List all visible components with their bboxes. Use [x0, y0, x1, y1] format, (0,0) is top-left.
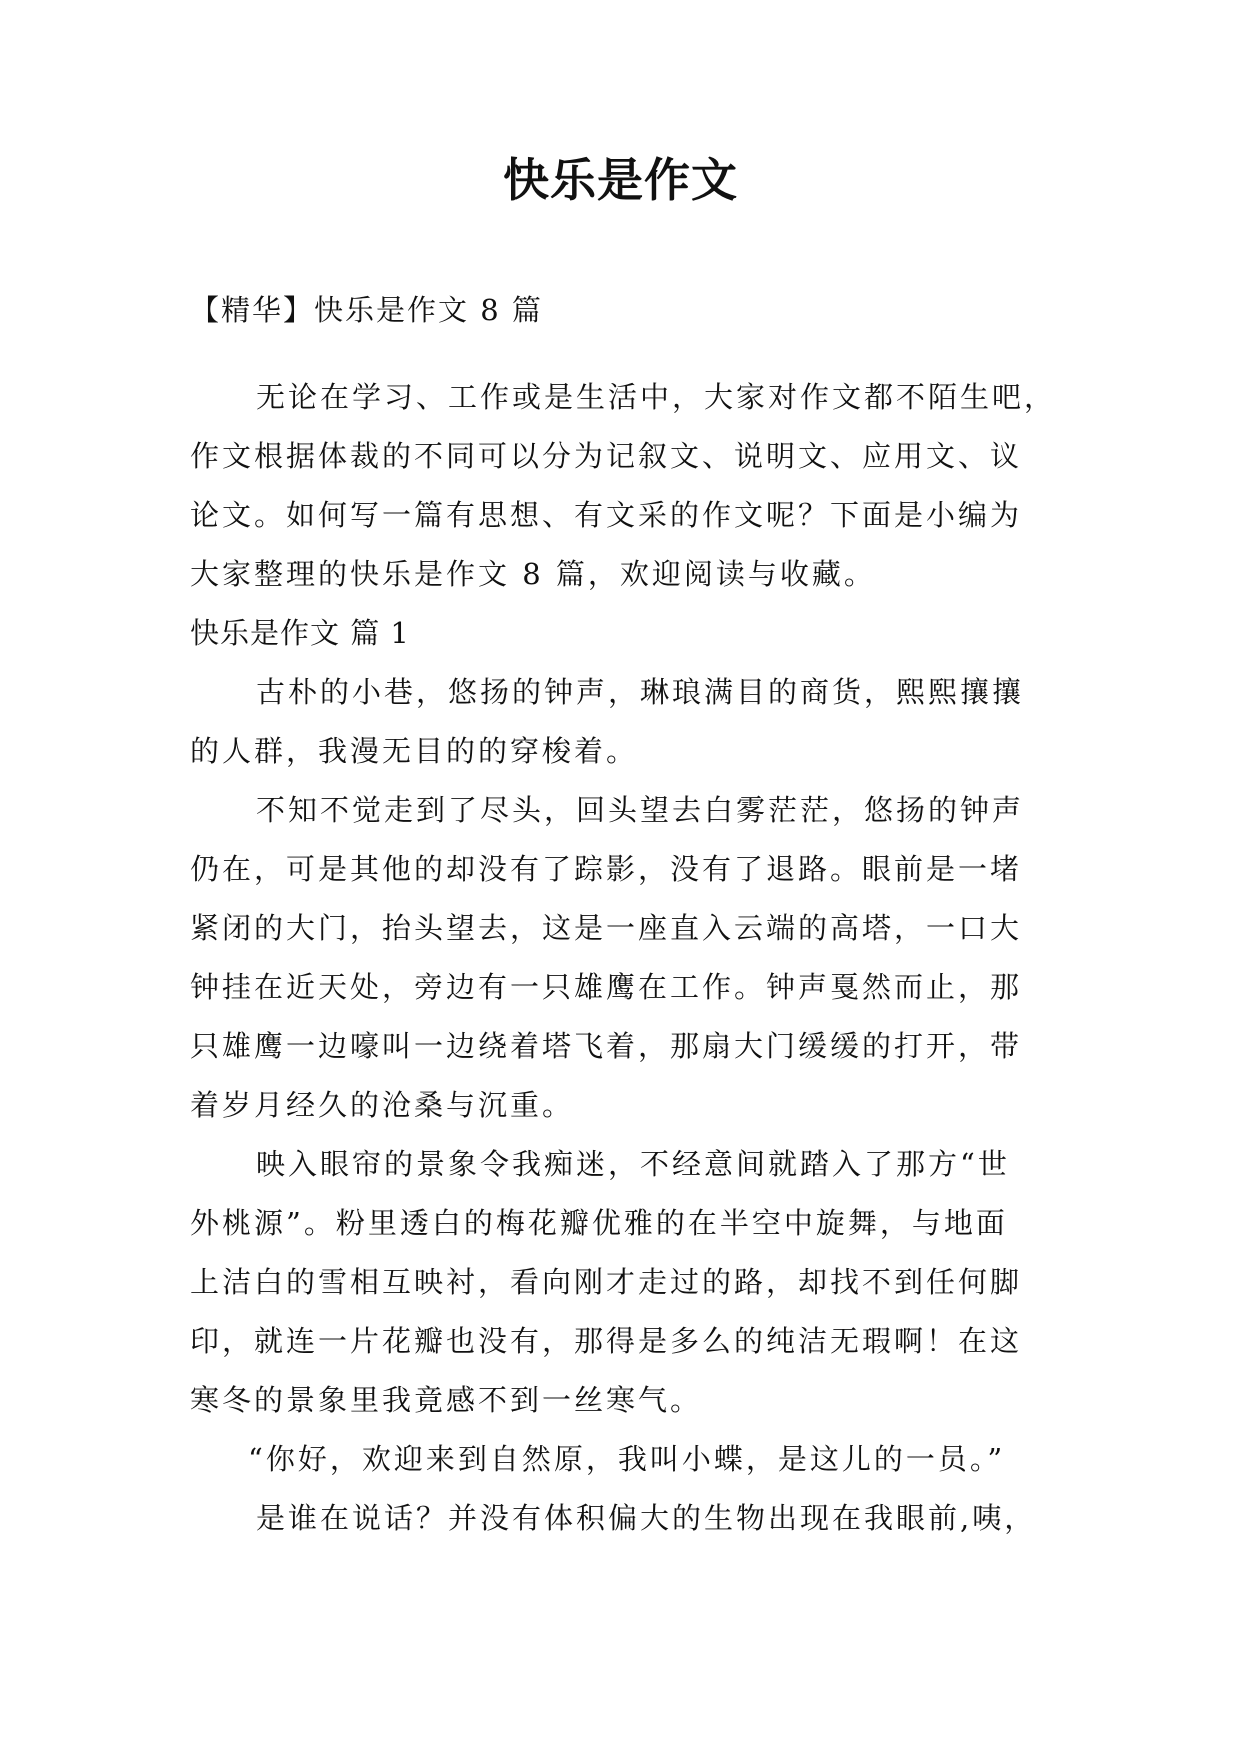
body-line: 古朴的小巷，悠扬的钟声，琳琅满目的商货，熙熙攘攘 — [256, 675, 1025, 709]
body-line: 论文。如何写一篇有思想、有文采的作文呢？下面是小编为 — [190, 498, 1023, 532]
document-subtitle: 【精华】快乐是作文 8 篇 — [190, 293, 543, 327]
document-title: 快乐是作文 — [503, 153, 738, 207]
body-line: 不知不觉走到了尽头，回头望去白雾茫茫，悠扬的钟声 — [256, 793, 1025, 827]
body-line: 仍在，可是其他的却没有了踪影，没有了退路。眼前是一堵 — [190, 852, 1023, 886]
body-line: 上洁白的雪相互映衬，看向刚才走过的路，却找不到任何脚 — [190, 1265, 1023, 1299]
body-line: 着岁月经久的沧桑与沉重。 — [190, 1088, 575, 1122]
section-heading: 快乐是作文 篇 1 — [190, 616, 410, 650]
body-line: 的人群，我漫无目的的穿梭着。 — [190, 734, 639, 768]
body-line: 寒冬的景象里我竟感不到一丝寒气。 — [190, 1383, 703, 1417]
body-line: 作文根据体裁的不同可以分为记叙文、说明文、应用文、议 — [190, 439, 1023, 473]
document-body — [190, 368, 1055, 1548]
body-line: 紧闭的大门，抬头望去，这是一座直入云端的高塔，一口大 — [190, 911, 1023, 945]
body-line: 映入眼帘的景象令我痴迷，不经意间就踏入了那方“世 — [256, 1147, 1010, 1181]
body-line: 外桃源”。粉里透白的梅花瓣优雅的在半空中旋舞，与地面 — [190, 1206, 1008, 1240]
body-line: 只雄鹰一边嚎叫一边绕着塔飞着，那扇大门缓缓的打开，带 — [190, 1029, 1023, 1063]
body-line: 印，就连一片花瓣也没有，那得是多么的纯洁无瑕啊！在这 — [190, 1324, 1023, 1358]
body-line: 是谁在说话？并没有体积偏大的生物出现在我眼前,咦， — [256, 1501, 1037, 1535]
body-line: 无论在学习、工作或是生活中，大家对作文都不陌生吧， — [256, 380, 1057, 414]
body-line: “你好，欢迎来到自然原，我叫小蝶，是这儿的一员。” — [248, 1442, 1006, 1476]
body-line: 大家整理的快乐是作文 8 篇，欢迎阅读与收藏。 — [190, 557, 876, 591]
body-line: 钟挂在近天处，旁边有一只雄鹰在工作。钟声戛然而止，那 — [190, 970, 1023, 1004]
